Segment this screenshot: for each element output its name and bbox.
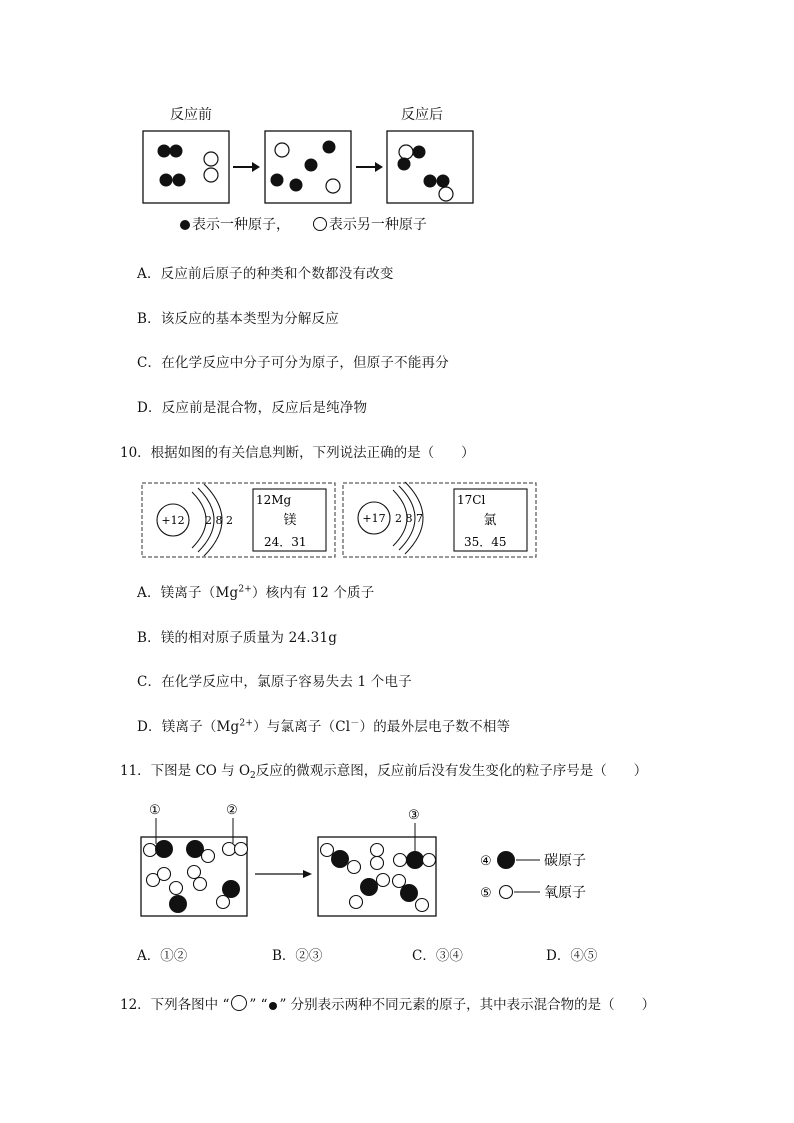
open-atom — [439, 187, 453, 201]
open-atom — [204, 168, 218, 182]
box-after-q11 — [318, 837, 436, 916]
oxygen-atom — [371, 844, 384, 857]
legend-oxygen-label: 氧原子 — [544, 885, 586, 901]
oxygen-atom — [217, 896, 230, 909]
open-atom — [399, 145, 413, 159]
oxygen-atom-legend — [500, 886, 513, 899]
oxygen-atom — [202, 850, 215, 863]
oxygen-atom — [144, 844, 157, 857]
legend-q9: 表示一种原子， 表示另一种原子 — [178, 214, 427, 234]
filled-atom — [398, 158, 411, 171]
q9-option-a: A．反应前后原子的种类和个数都没有改变 — [137, 266, 394, 282]
q9-option-b: B．该反应的基本类型为分解反应 — [137, 311, 339, 327]
oxygen-atom — [350, 896, 363, 909]
q10-option-c: C．在化学反应中，氯原子容易失去 1 个电子 — [137, 674, 412, 690]
box-before — [143, 131, 229, 203]
q10-stem: 10．根据如图的有关信息判断，下列说法正确的是（ ） — [120, 445, 475, 461]
filled-atom — [413, 146, 426, 159]
legend-q11 — [480, 851, 586, 901]
q10-option-b: B．镁的相对原子质量为 24.31g — [137, 630, 338, 646]
cl-panel — [343, 482, 536, 557]
open-atom — [275, 143, 289, 157]
q9-option-d: D．反应前是混合物，反应后是纯净物 — [137, 400, 368, 416]
q11-option-d: D．④⑤ — [546, 948, 598, 964]
legend-oxygen-number: ⑤ — [480, 886, 492, 901]
filled-atom-icon — [180, 220, 190, 230]
filled-atom — [160, 174, 173, 187]
carbon-atom-legend — [497, 851, 515, 869]
arrow-2 — [356, 162, 383, 172]
cl-name: 氯 — [483, 513, 497, 528]
mg-electron-shells: 2 8 2 — [205, 514, 233, 527]
oxygen-atom — [188, 866, 201, 879]
oxygen-atom — [416, 899, 429, 912]
cl-atomic-mass: 35．45 — [464, 535, 507, 549]
q10-option-d: D．镁离子$(Mg^{2+})$与氯离子（Cl－）的最外层电子数不相等 — [137, 718, 511, 735]
oxygen-atom — [377, 874, 390, 887]
carbon-atom — [169, 895, 187, 913]
cl-nucleus-charge: +17 — [362, 512, 386, 525]
marker-2: ② — [226, 803, 238, 818]
q11-stem: 11．下图是 CO 与 $O_2$反应的微观示意图，反应前后没有发生变化的粒子序号是（ ） — [120, 763, 648, 781]
filled-atom — [170, 145, 183, 158]
mg-nucleus-charge: +12 — [161, 514, 185, 527]
oxygen-atom — [371, 857, 384, 870]
oxygen-atom — [194, 878, 207, 891]
q9-option-c: C．在化学反应中分子可分为原子，但原子不能再分 — [137, 355, 449, 371]
filled-atom — [158, 145, 171, 158]
marker-1: ① — [149, 803, 161, 818]
carbon-atom — [400, 884, 418, 902]
legend-carbon-number: ④ — [480, 854, 492, 869]
filled-atom — [271, 174, 284, 187]
mg-panel — [142, 483, 335, 557]
oxygen-atom — [170, 882, 183, 895]
cl-symbol: 17Cl — [457, 493, 486, 507]
mg-atomic-mass: 24．31 — [264, 535, 307, 549]
filled-atom-icon — [269, 1002, 277, 1010]
cl-electron-shells: 2 8 7 — [395, 512, 423, 525]
box-after — [387, 131, 473, 203]
filled-atom — [173, 174, 186, 187]
q11-option-c: C．③④ — [412, 948, 463, 964]
oxygen-atom — [223, 843, 236, 856]
open-atom — [204, 152, 218, 166]
open-atom-icon — [231, 995, 247, 1011]
carbon-atom — [331, 850, 349, 868]
filled-atom — [323, 141, 336, 154]
oxygen-atom — [348, 861, 361, 874]
legend-carbon-label: 碳原子 — [544, 853, 586, 869]
q10-option-a: A．镁离子$(Mg^{2+})$核内有 12 个质子 — [137, 584, 375, 601]
oxygen-atom — [393, 875, 406, 888]
oxygen-atom — [158, 868, 171, 881]
reaction-diagram-q9 — [140, 128, 480, 208]
carbon-atom — [360, 878, 378, 896]
oxygen-atom — [394, 854, 407, 867]
oxygen-atom — [235, 843, 248, 856]
filled-atom — [305, 159, 318, 172]
q11-option-b: B．②③ — [272, 948, 323, 964]
reaction-arrow-q11 — [255, 870, 312, 878]
co-o2-reaction-diagram — [135, 798, 605, 923]
q11-option-a: A．①② — [137, 948, 188, 964]
filled-atom — [290, 179, 303, 192]
filled-atom — [437, 175, 450, 188]
oxygen-atom — [321, 844, 334, 857]
marker-3: ③ — [408, 808, 420, 823]
oxygen-atom — [423, 854, 436, 867]
filled-atom — [424, 175, 437, 188]
atom-structure-figure — [140, 480, 540, 560]
carbon-atom — [155, 840, 173, 858]
label-after-reaction: 反应后 — [401, 107, 443, 123]
q12-stem: 12．下列各图中 “ ” “ ” 分别表示两种不同元素的原子，其中表示混合物的是（ ） — [120, 997, 656, 1013]
open-atom — [326, 179, 340, 193]
box-middle — [265, 131, 351, 203]
mg-symbol: 12Mg — [256, 493, 292, 507]
label-before-reaction: 反应前 — [170, 107, 212, 123]
mg-name: 镁 — [283, 513, 297, 528]
arrow-1 — [233, 162, 260, 172]
open-atom-icon — [313, 217, 327, 231]
box-before-q11 — [141, 837, 248, 916]
carbon-atom — [406, 851, 424, 869]
